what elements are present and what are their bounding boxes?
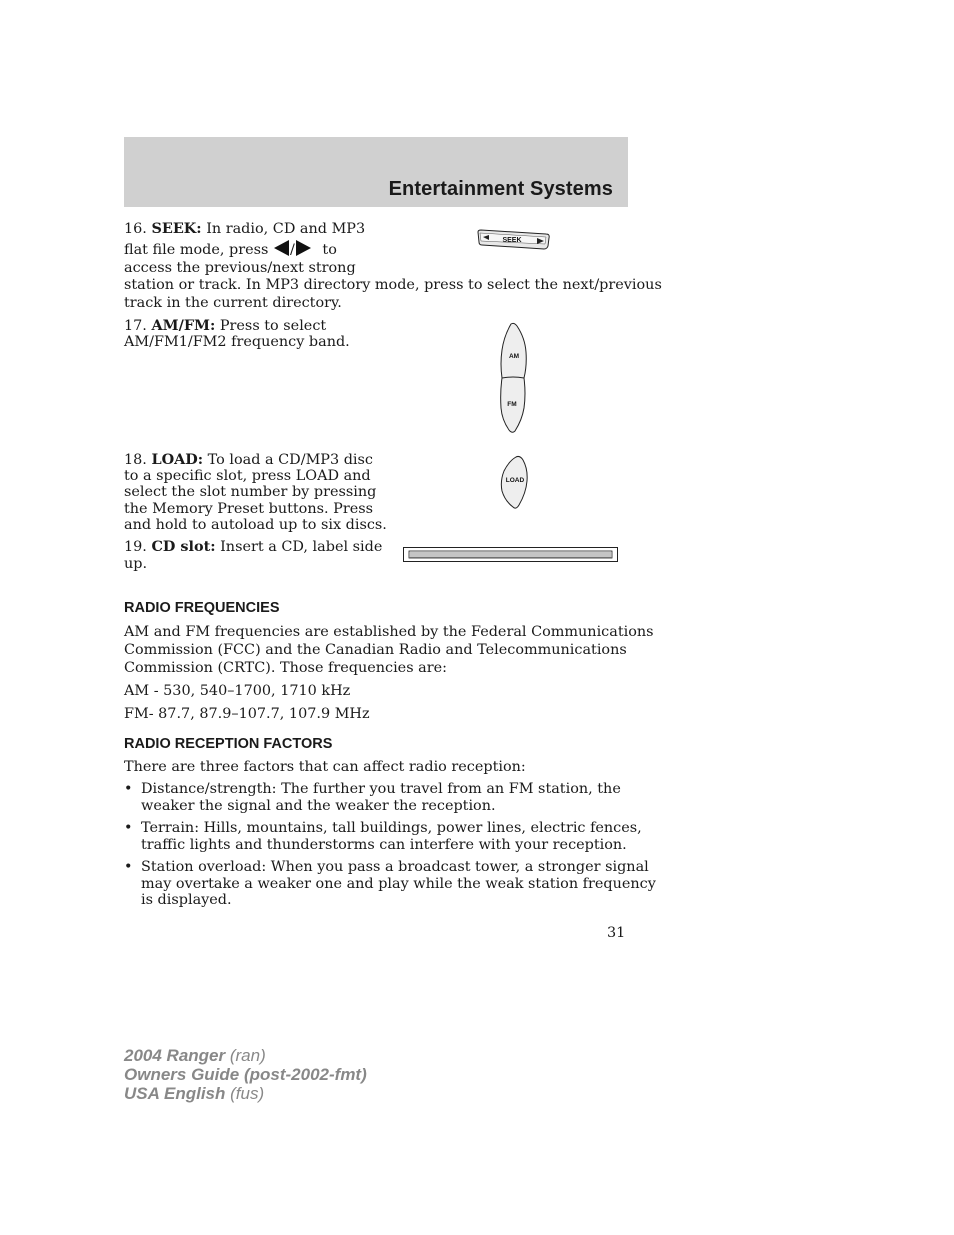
item-18-line-4: the Memory Preset buttons. Press: [124, 501, 373, 517]
item-term: LOAD:: [151, 451, 204, 468]
item-18-line-1: [124, 452, 373, 469]
item-text: flat file mode, press: [124, 242, 269, 258]
seek-button-label: SEEK: [502, 237, 522, 244]
footer-guide: Owners Guide (post-2002-fmt): [124, 1065, 367, 1084]
item-text: /: [289, 242, 295, 258]
item-term: CD slot:: [151, 538, 216, 555]
item-text: Press to select: [215, 318, 327, 334]
item-text: In radio, CD and MP3: [201, 221, 366, 237]
item-19-line-1: [124, 539, 382, 556]
bullet-3-line-1: Station overload: When you pass a broadcast tower, a stronger signal: [141, 859, 649, 875]
item-number: 19.: [124, 539, 147, 555]
item-text: to: [322, 242, 337, 258]
item-18-line-5: and hold to autoload up to six discs.: [124, 517, 387, 533]
load-button-graphic: [499, 455, 531, 511]
bullet-1-line-1: Distance/strength: The further you travel from an FM station, the: [141, 781, 621, 797]
section-title: Entertainment Systems: [388, 178, 613, 200]
item-16-line-1: [124, 221, 365, 238]
radio-frequencies-para-line-2: Commission (FCC) and the Canadian Radio and Telecommunications: [124, 642, 627, 658]
page-number: 31: [607, 925, 626, 941]
item-number: 16.: [124, 221, 147, 237]
item-text: To load a CD/MP3 disc: [203, 452, 373, 468]
item-17-line-1: [124, 318, 326, 335]
bullet-2-line-2: traffic lights and thunderstorms can interfere with your reception.: [141, 837, 627, 853]
footer-line-3: [124, 1084, 367, 1103]
bullet-3-line-3: is displayed.: [141, 892, 232, 908]
item-17-line-2: AM/FM1/FM2 frequency band.: [124, 334, 350, 350]
am-button-label: AM: [508, 353, 520, 360]
seek-button-graphic: [476, 229, 552, 251]
bullet-icon: •: [124, 820, 133, 836]
footer-code: (ran): [225, 1046, 266, 1065]
seek-previous-arrow-icon: [273, 240, 290, 256]
bullet-3-line-2: may overtake a weaker one and play while the weak station frequency: [141, 876, 656, 892]
radio-reception-intro: There are three factors that can affect radio reception:: [124, 759, 526, 775]
item-18-line-2: to a specific slot, press LOAD and: [124, 468, 371, 484]
bullet-2-line-1: Terrain: Hills, mountains, tall buildings, power lines, electric fences,: [141, 820, 642, 836]
fm-button-label: FM: [507, 401, 517, 408]
bullet-1-line-2: weaker the signal and the weaker the reception.: [141, 798, 496, 814]
radio-frequencies-heading: RADIO FREQUENCIES: [124, 600, 280, 616]
seek-next-arrow-icon: [295, 240, 312, 256]
load-button-label: LOAD: [505, 477, 525, 484]
bullet-icon: •: [124, 859, 133, 875]
footer-model: 2004 Ranger: [124, 1046, 226, 1065]
footer-code: (fus): [225, 1084, 265, 1103]
section-header-band: [124, 137, 628, 207]
item-16-line-5: track in the current directory.: [124, 295, 342, 311]
footer-line-1: [124, 1046, 367, 1065]
item-18-line-3: select the slot number by pressing: [124, 484, 377, 500]
item-16-line-3: access the previous/next strong: [124, 260, 356, 276]
footer-line-2: [124, 1065, 367, 1084]
item-number: 17.: [124, 318, 147, 334]
item-term: SEEK:: [151, 220, 202, 237]
document-footer: [124, 1046, 367, 1103]
item-text: Insert a CD, label side: [215, 539, 383, 555]
item-16-line-2: [124, 240, 337, 259]
item-19-line-2: up.: [124, 556, 148, 572]
footer-language: USA English: [124, 1084, 226, 1103]
item-term: AM/FM:: [151, 317, 216, 334]
item-16-line-4: station or track. In MP3 directory mode, press to select the next/previous: [124, 277, 662, 293]
am-fm-button-graphic: [498, 322, 530, 434]
item-number: 18.: [124, 452, 147, 468]
radio-frequencies-para-line-1: AM and FM frequencies are established by the Federal Communications: [124, 624, 654, 640]
bullet-icon: •: [124, 781, 133, 797]
radio-reception-heading: RADIO RECEPTION FACTORS: [124, 736, 333, 752]
radio-frequencies-para-line-3: Commission (CRTC). Those frequencies are:: [124, 660, 447, 676]
cd-slot-graphic: [403, 547, 619, 563]
am-frequency-range: AM - 530, 540–1700, 1710 kHz: [124, 683, 351, 699]
fm-frequency-range: FM- 87.7, 87.9–107.7, 107.9 MHz: [124, 706, 370, 722]
